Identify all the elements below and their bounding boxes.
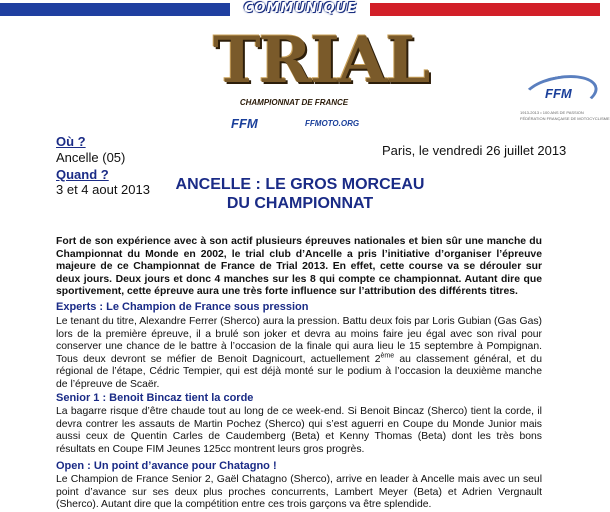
section-body-senior1: La bagarre risque d’être chaude tout au long de ce week-end. Si Benoit Bincaz (Sherco) tient la corde, il devra contrer les assauts de Martin Pochez (Sherco) qui s’est aguerri en Coupe du Monde Junior mais aussi ceux de Quentin Carles de Caudemberg (Beta) et Kenny Thomas (Beta) dont les très bons résultats en Coupe FIM Jeunes 125cc montrent leurs gros progrès.: [56, 406, 542, 455]
banner-red-bar: [370, 3, 600, 16]
emblem-ffm-logo: FFM: [545, 86, 572, 101]
where-label: Où ?: [56, 134, 86, 149]
section-title-senior1: Senior 1 : Benoit Bincaz tient la corde: [56, 392, 254, 404]
when-label: Quand ?: [56, 167, 109, 182]
when-value: 3 et 4 aout 2013: [56, 182, 150, 197]
logo-subtitle: CHAMPIONNAT DE FRANCE: [239, 98, 349, 107]
experts-body-part-2: au classement général, et du régional de l’étape, Cédric Tempier, qui est déjà monté sur le podium à l’occasion la deuxième manche de l’épreuve de Scaër.: [56, 353, 542, 390]
ffm-centenary-emblem: [520, 74, 610, 124]
section-title-experts: Experts : Le Champion de France sous pression: [56, 301, 309, 313]
where-value: Ancelle (05): [56, 150, 126, 165]
banner-blue-bar: [0, 3, 230, 16]
trial-logo: [213, 18, 429, 144]
section-body-experts: [56, 316, 542, 392]
headline-line-2: DU CHAMPIONNAT: [226, 195, 374, 212]
section-title-open: Open : Un point d’avance pour Chatagno !: [56, 460, 277, 472]
communique-banner: [0, 0, 600, 20]
emblem-line-2: FÉDÉRATION FRANÇAISE DE MOTOCYCLISME: [520, 116, 610, 121]
emblem-line-1: 1913-2013 • 100 ANS DE PASSION: [520, 110, 584, 115]
experts-body-superscript: ème: [380, 352, 395, 360]
logo-title: TRIAL: [213, 23, 429, 98]
experts-body-part-1: Le tenant du titre, Alexandre Ferrer (Sherco) aura la pression. Battu deux fois par Loris Gubian (Gas Gas) lors de la première épreuve, il a brulé son joker et devra au moins faire jeu égal avec son rival pour conserver une chance de le battre à l’occasion de la finale qui aura lieu le 15 septembre à Pompignan. Tous deux devront se méfier de Benoit Dagnicourt, actuellement 2: [56, 316, 542, 365]
headline: [150, 175, 450, 213]
intro-paragraph: Fort de son expérience avec à son actif plusieurs épreuves nationales et bien sûr une manche du Championnat du Monde en 2002, le trial club d’Ancelle a pris l’initiative d’organiser l’épreuve majeure de ce Championnat de France de Trial 2013. En effet, cette course va se dérouler sur deux jours. Deux jours et donc 4 manches sur les 8 qui compte ce championnat. Autant dire que sportivement, cette épreuve aura une très forte influence sur l’attribution des différents titres.: [56, 236, 542, 298]
banner-word: COMMUNIQUE: [243, 1, 358, 16]
logo-site: FFMOTO.ORG: [305, 119, 360, 128]
headline-line-1: ANCELLE : LE GROS MORCEAU: [175, 176, 425, 193]
section-body-open: Le Champion de France Senior 2, Gaël Chatagno (Sherco), arrive en leader à Ancelle mais avec un seul point d’avance sur ses deux plus proches concurrents, Lambert Meyer (Beta) et Adrien Vergnault (Sherco). Autant dire que la compétition entre ces trois garçons va être splendide.: [56, 474, 542, 511]
dateline: Paris, le vendredi 26 juillet 2013: [382, 143, 567, 158]
ffm-logo: FFM: [231, 116, 258, 131]
